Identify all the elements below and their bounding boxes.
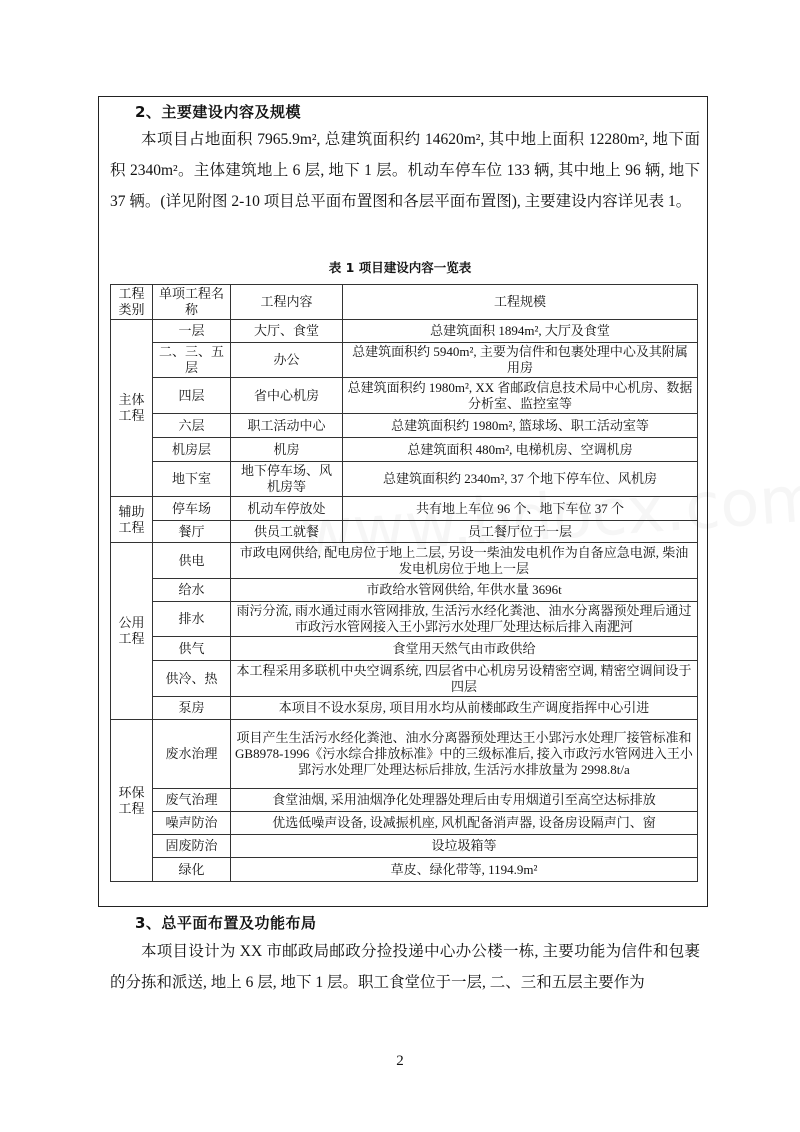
item-name: 固废防治: [153, 835, 231, 858]
header-category: 工程类别: [111, 285, 153, 320]
item-scale: 总建筑面积约 2340m², 37 个地下停车位、风机房: [343, 462, 698, 497]
item-name: 废气治理: [153, 789, 231, 812]
table-row: [111, 497, 698, 521]
group-aux: 辅助工程: [111, 497, 153, 543]
item-scale: 总建筑面积 1894m², 大厅及食堂: [343, 320, 698, 343]
section-2-paragraph: [110, 124, 700, 217]
item-name: 泵房: [153, 697, 231, 720]
table-row: [111, 320, 698, 343]
table-header-row: [111, 285, 698, 320]
item-scale: 总建筑面积约 1980m², 篮球场、职工活动室等: [343, 414, 698, 438]
item-detail: 草皮、绿化带等, 1194.9m²: [231, 858, 698, 882]
table-row: [111, 789, 698, 812]
header-item: 单项工程名称: [153, 285, 231, 320]
item-scale: 共有地上车位 96 个、地下车位 37 个: [343, 497, 698, 521]
item-detail: 优选低噪声设备, 设减振机座, 风机配备消声器, 设备房设隔声门、窗: [231, 812, 698, 835]
project-content-table: [110, 284, 698, 882]
page-number: 2: [396, 1053, 404, 1069]
section-3-paragraph: [110, 936, 700, 998]
item-name: 餐厅: [153, 521, 231, 543]
group-public: 公用工程: [111, 543, 153, 720]
item-name: 停车场: [153, 497, 231, 521]
item-name: 一层: [153, 320, 231, 343]
item-scale: 总建筑面积约 5940m², 主要为信件和包裹处理中心及其附属用房: [343, 343, 698, 378]
item-content: 机房: [231, 438, 343, 462]
table-row: [111, 521, 698, 543]
item-detail: 市政电网供给, 配电房位于地上二层, 另设一柴油发电机作为自备应急电源, 柴油发电机房位于地上一层: [231, 543, 698, 579]
table-row: [111, 812, 698, 835]
item-content: 供员工就餐: [231, 521, 343, 543]
item-content: 省中心机房: [231, 378, 343, 414]
table-row: [111, 637, 698, 661]
table-row: [111, 661, 698, 697]
header-content: 工程内容: [231, 285, 343, 320]
table-row: [111, 720, 698, 789]
section-3-heading: 3、总平面布置及功能布局: [135, 914, 317, 932]
item-name: 六层: [153, 414, 231, 438]
item-name: 绿化: [153, 858, 231, 882]
item-content: 职工活动中心: [231, 414, 343, 438]
item-detail: 雨污分流, 雨水通过雨水管网排放, 生活污水经化粪池、油水分离器预处理后通过市政污水管网接入王小郢污水处理厂处理达标后排入南淝河: [231, 602, 698, 637]
item-name: 供气: [153, 637, 231, 661]
item-name: 排水: [153, 602, 231, 637]
item-name: 地下室: [153, 462, 231, 497]
item-name: 供电: [153, 543, 231, 579]
item-name: 机房层: [153, 438, 231, 462]
table-row: [111, 697, 698, 720]
table-row: [111, 378, 698, 414]
group-env: 环保工程: [111, 720, 153, 882]
table-caption: 表 1 项目建设内容一览表: [328, 260, 472, 275]
item-detail: 设垃圾箱等: [231, 835, 698, 858]
item-scale: 总建筑面积 480m², 电梯机房、空调机房: [343, 438, 698, 462]
table-row: [111, 414, 698, 438]
table-row: [111, 438, 698, 462]
item-detail: 食堂油烟, 采用油烟净化处理器处理后由专用烟道引至高空达标排放: [231, 789, 698, 812]
item-detail: 项目产生生活污水经化粪池、油水分离器预处理达王小郢污水处理厂接管标准和 GB8978-1996《污水综合排放标准》中的三级标准后, 接入市政污水管网进入王小郢污水处理厂处理达标后排放, 生活污水排放量为 2998.8t/a: [231, 720, 698, 789]
item-name: 废水治理: [153, 720, 231, 789]
table-row: [111, 835, 698, 858]
item-content: 地下停车场、风机房等: [231, 462, 343, 497]
item-content: 大厅、食堂: [231, 320, 343, 343]
item-detail: 食堂用天然气由市政供给: [231, 637, 698, 661]
item-name: 噪声防治: [153, 812, 231, 835]
table-row: [111, 858, 698, 882]
table-row: [111, 462, 698, 497]
item-content: 办公: [231, 343, 343, 378]
table-row: [111, 543, 698, 579]
section-3-text: 本项目设计为 XX 市邮政局邮政分捡投递中心办公楼一栋, 主要功能为信件和包裹的分拣和派送, 地上 6 层, 地下 1 层。职工食堂位于一层, 二、三和五层主要作为: [110, 943, 700, 991]
section-2-text: 本项目占地面积 7965.9m², 总建筑面积约 14620m², 其中地上面积 12280m², 地下面积 2340m²。主体建筑地上 6 层, 地下 1 层。机动车停车位 133 辆, 其中地上 96 辆, 地下 37 辆。(详见附图 2-10 项目总平面布置图和各层平面布置图), 主要建设内容详见表 1。: [110, 131, 700, 210]
table-row: [111, 343, 698, 378]
table-row: [111, 579, 698, 602]
item-name: 给水: [153, 579, 231, 602]
item-detail: 本工程采用多联机中央空调系统, 四层省中心机房另设精密空调, 精密空调间设于四层: [231, 661, 698, 697]
item-name: 四层: [153, 378, 231, 414]
table-row: [111, 602, 698, 637]
item-detail: 本项目不设水泵房, 项目用水均从前楼邮政生产调度指挥中心引进: [231, 697, 698, 720]
item-scale: 总建筑面积约 1980m², XX 省邮政信息技术局中心机房、数据分析室、监控室等: [343, 378, 698, 414]
item-detail: 市政给水管网供给, 年供水量 3696t: [231, 579, 698, 602]
item-name: 二、三、五层: [153, 343, 231, 378]
header-scale: 工程规模: [343, 285, 698, 320]
item-content: 机动车停放处: [231, 497, 343, 521]
item-scale: 员工餐厅位于一层: [343, 521, 698, 543]
group-main: 主体工程: [111, 320, 153, 497]
item-name: 供冷、热: [153, 661, 231, 697]
section-2-heading: 2、主要建设内容及规模: [135, 103, 301, 121]
